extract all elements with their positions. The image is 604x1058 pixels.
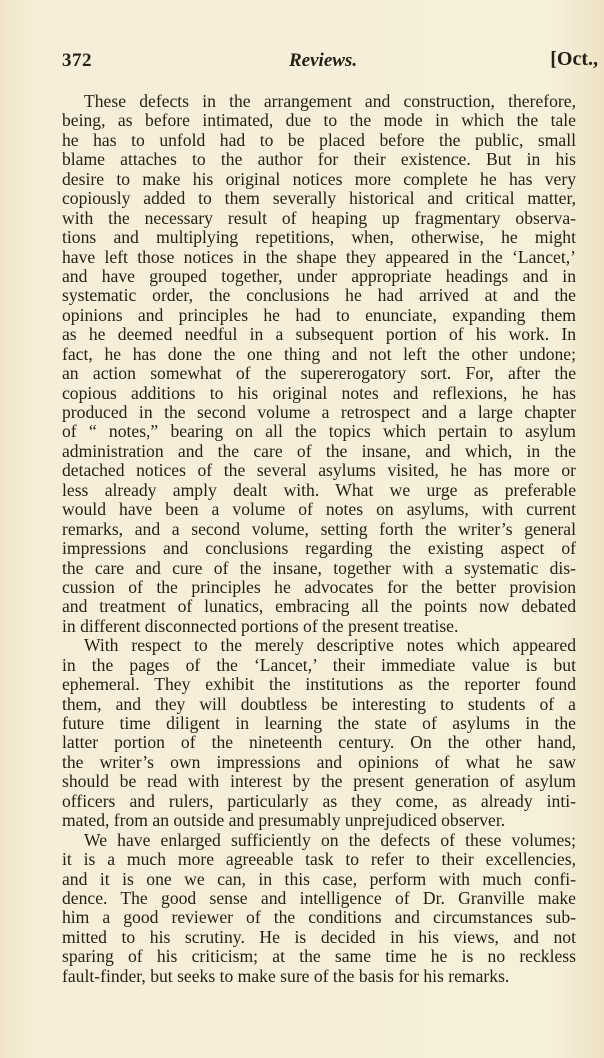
text-line: have left those notices in the shape they appeared in the ‘Lancet,’ — [62, 246, 576, 267]
paragraph — [62, 831, 576, 987]
text-line: as he deemed needful in a subsequent portion of his work. In — [62, 324, 576, 345]
text-line: copious additions to his original notes and reflexions, he has — [62, 382, 576, 403]
text-line: dence. The good sense and intelligence of Dr. Granville make — [62, 887, 576, 908]
text-line: These defects in the arrangement and construction, therefore, — [84, 91, 576, 111]
text-line: being, as before intimated, due to the mode in which the tale — [62, 110, 576, 131]
text-line: in the pages of the ‘Lancet,’ their immediate value is but — [62, 654, 576, 675]
text-line: of “ notes,” bearing on all the topics which pertain to asylum — [62, 421, 576, 442]
text-line: impressions and conclusions regarding the existing aspect of — [62, 538, 576, 559]
text-line: in different disconnected portions of the present treatise. — [62, 615, 459, 636]
article-body — [62, 92, 576, 986]
page-number: 372 — [62, 50, 92, 71]
text-line: fact, he has done the one thing and not left the other undone; — [62, 343, 576, 364]
text-line: with the necessary result of heaping up fragmentary observa- — [62, 207, 576, 228]
text-line: the writer’s own impressions and opinions of what he saw — [62, 751, 576, 772]
text-line: and treatment of lunatics, embracing all the points now debated — [62, 596, 576, 617]
running-header — [62, 50, 602, 80]
text-line: With respect to the merely descriptive notes which appeared — [84, 635, 576, 656]
running-title: Reviews. — [289, 50, 358, 71]
text-line: fault-finder, but seeks to make sure of the basis for his remarks. — [62, 965, 510, 986]
text-line: mated, from an outside and presumably unprejudiced observer. — [62, 810, 506, 831]
text-line: and have grouped together, under appropriate headings and in — [62, 265, 576, 286]
paragraph — [62, 636, 576, 830]
text-line: blame attaches to the author for their existence. But in his — [62, 149, 576, 170]
text-line: detached notices of the several asylums visited, he has more or — [62, 460, 576, 481]
text-line: tions and multiplying repetitions, when, otherwise, he might — [62, 227, 576, 248]
text-line: an action somewhat of the supererogatory sort. For, after the — [62, 363, 576, 384]
text-line: it is a much more agreeable task to refer to their excellencies, — [62, 849, 576, 870]
text-line: him a good reviewer of the conditions and circumstances sub- — [62, 907, 576, 928]
text-line: less already amply dealt with. What we urge as preferable — [62, 479, 576, 500]
text-line: the care and cure of the insane, together with a systematic dis- — [62, 557, 576, 578]
text-line: would have been a volume of notes on asylums, with current — [62, 499, 576, 520]
paragraph — [62, 92, 576, 636]
text-line: latter portion of the nineteenth century. On the other hand, — [62, 732, 576, 753]
text-line: administration and the care of the insane, and which, in the — [62, 440, 576, 461]
text-line: mitted to his scrutiny. He is decided in his views, and not — [62, 926, 576, 947]
text-line: future time diligent in learning the state of asylums in the — [62, 713, 576, 733]
text-line: opinions and principles he had to enunciate, expanding them — [62, 304, 576, 325]
text-line: officers and rulers, particularly as they come, as already inti- — [62, 790, 576, 811]
text-line: ephemeral. They exhibit the institutions as the reporter found — [62, 674, 576, 695]
running-date: [Oct., — [550, 48, 598, 70]
text-line: and it is one we can, in this case, perform with much confi- — [62, 868, 576, 889]
text-line: desire to make his original notices more complete he has very — [62, 168, 576, 189]
text-line: We have enlarged sufficiently on the defects of these volumes; — [84, 829, 576, 850]
text-line: cussion of the principles he advocates for the better provision — [62, 576, 576, 597]
text-line: sparing of his criticism; at the same time he is no reckless — [62, 946, 576, 967]
text-line: remarks, and a second volume, setting forth the writer’s general — [62, 518, 576, 539]
text-line: copiously added to them severally historical and critical matter, — [62, 188, 576, 209]
text-line: systematic order, the conclusions he had arrived at and the — [62, 285, 576, 306]
text-line: produced in the second volume a retrospect and a large chapter — [62, 402, 576, 422]
text-line: them, and they will doubtless be interesting to students of a — [62, 693, 576, 714]
text-line: should be read with interest by the present generation of asylum — [62, 771, 576, 792]
text-line: he has to unfold had to be placed before the public, small — [62, 129, 576, 150]
